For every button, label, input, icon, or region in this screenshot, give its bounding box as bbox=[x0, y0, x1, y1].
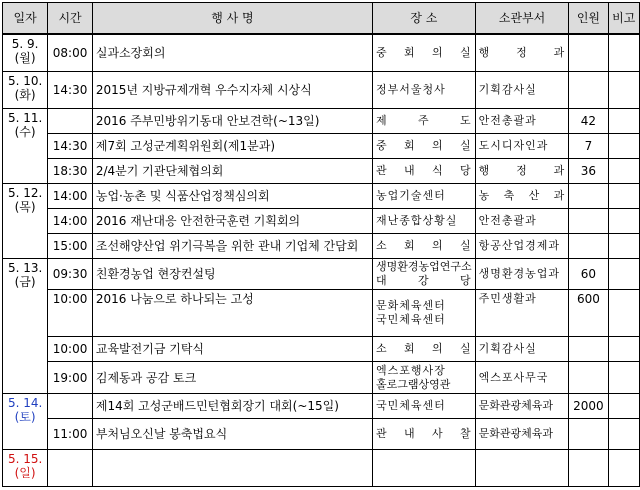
event-name-cell bbox=[92, 450, 372, 487]
count-cell bbox=[569, 234, 608, 259]
place-cell: 농업기술센터 bbox=[373, 184, 476, 209]
event-name-cell: 제7회 고성군계획위원회(제1분과) bbox=[92, 134, 372, 159]
place-cell: 정부서울청사 bbox=[373, 72, 476, 109]
note-cell bbox=[608, 419, 639, 450]
dept-cell: 주민생활과 bbox=[475, 290, 569, 337]
table-row bbox=[3, 109, 640, 134]
time-cell bbox=[48, 394, 93, 419]
weekday-text: (일) bbox=[14, 466, 36, 480]
event-name-cell: 부처님오신날 봉축법요식 bbox=[92, 419, 372, 450]
header-count: 인원 bbox=[569, 3, 608, 35]
weekday-text: (목) bbox=[14, 200, 36, 214]
time-cell: 15:00 bbox=[48, 234, 93, 259]
date-text: 5. 10. bbox=[7, 74, 43, 88]
time-cell bbox=[48, 450, 93, 487]
weekday-text: (토) bbox=[14, 410, 36, 424]
date-cell bbox=[3, 109, 48, 184]
time-cell: 14:00 bbox=[48, 209, 93, 234]
time-cell: 11:00 bbox=[48, 419, 93, 450]
count-cell bbox=[569, 337, 608, 362]
table-row bbox=[3, 234, 640, 259]
dept-cell: 기획감사실 bbox=[475, 72, 569, 109]
table-row bbox=[3, 290, 640, 337]
note-cell bbox=[608, 72, 639, 109]
note-cell bbox=[608, 134, 639, 159]
place-cell bbox=[373, 450, 476, 487]
count-cell: 36 bbox=[569, 159, 608, 184]
date-cell bbox=[3, 72, 48, 109]
table-row bbox=[3, 362, 640, 394]
table-row bbox=[3, 72, 640, 109]
note-cell bbox=[608, 259, 639, 290]
dept-cell: 안전총괄과 bbox=[475, 209, 569, 234]
count-cell bbox=[569, 362, 608, 394]
table-row bbox=[3, 184, 640, 209]
dept-cell: 안전총괄과 bbox=[475, 109, 569, 134]
event-name-cell: 2015년 지방규제개혁 우수지자체 시상식 bbox=[92, 72, 372, 109]
event-name-cell: 김제동과 공감 토크 bbox=[92, 362, 372, 394]
dept-cell: 행 정 과 bbox=[475, 159, 569, 184]
dept-cell bbox=[475, 450, 569, 487]
dept-cell: 문화관광체육과 bbox=[475, 419, 569, 450]
event-name-cell: 제14회 고성군배드민턴협회장기 대회(~15일) bbox=[92, 394, 372, 419]
header-row bbox=[3, 3, 640, 35]
table-row bbox=[3, 209, 640, 234]
table-row bbox=[3, 337, 640, 362]
count-cell bbox=[569, 209, 608, 234]
time-cell: 10:00 bbox=[48, 337, 93, 362]
dept-cell: 행 정 과 bbox=[475, 34, 569, 72]
place-cell bbox=[373, 362, 476, 394]
schedule-table bbox=[2, 2, 640, 487]
weekday-text: (화) bbox=[14, 88, 36, 102]
note-cell bbox=[608, 394, 639, 419]
place-cell: 관 내 사 찰 bbox=[373, 419, 476, 450]
date-text: 5. 13. bbox=[7, 261, 43, 275]
date-cell bbox=[3, 259, 48, 394]
table-row bbox=[3, 134, 640, 159]
note-cell bbox=[608, 337, 639, 362]
date-cell bbox=[3, 34, 48, 72]
note-cell bbox=[608, 34, 639, 72]
time-cell: 14:30 bbox=[48, 72, 93, 109]
place-cell: 재난종합상황실 bbox=[373, 209, 476, 234]
time-cell: 19:00 bbox=[48, 362, 93, 394]
dept-cell: 도시디자인과 bbox=[475, 134, 569, 159]
event-name-cell: 2/4분기 기관단체협의회 bbox=[92, 159, 372, 184]
event-name-cell: 친환경농업 현장컨설팅 bbox=[92, 259, 372, 290]
table-row bbox=[3, 450, 640, 487]
time-cell: 18:30 bbox=[48, 159, 93, 184]
place-line: 국민체육센터 bbox=[376, 313, 446, 326]
date-text: 5. 9. bbox=[11, 37, 39, 51]
table-row bbox=[3, 34, 640, 72]
time-cell bbox=[48, 109, 93, 134]
place-line: 대 강 당 bbox=[376, 274, 472, 287]
weekday-text: (금) bbox=[14, 275, 36, 289]
place-cell bbox=[373, 290, 476, 337]
dept-cell: 기획감사실 bbox=[475, 337, 569, 362]
date-cell bbox=[3, 394, 48, 450]
place-cell: 중 회 의 실 bbox=[373, 34, 476, 72]
time-cell: 09:30 bbox=[48, 259, 93, 290]
count-cell: 42 bbox=[569, 109, 608, 134]
table-row bbox=[3, 159, 640, 184]
date-text: 5. 14. bbox=[7, 396, 43, 410]
dept-cell: 생명환경농업과 bbox=[475, 259, 569, 290]
dept-cell: 항공산업경제과 bbox=[475, 234, 569, 259]
note-cell bbox=[608, 159, 639, 184]
place-cell: 소 회 의 실 bbox=[373, 234, 476, 259]
header-event: 행 사 명 bbox=[92, 3, 372, 35]
place-line: 문화체육센터 bbox=[376, 299, 446, 312]
dept-cell: 농 축 산 과 bbox=[475, 184, 569, 209]
count-cell: 7 bbox=[569, 134, 608, 159]
event-name-cell: 농업·농촌 및 식품산업정책심의회 bbox=[92, 184, 372, 209]
event-name-cell: 2016 나눔으로 하나되는 고성 bbox=[92, 290, 372, 337]
weekday-text: (월) bbox=[14, 51, 36, 65]
header-date: 일자 bbox=[3, 3, 48, 35]
count-cell bbox=[569, 34, 608, 72]
count-cell bbox=[569, 419, 608, 450]
place-cell: 관 내 식 당 bbox=[373, 159, 476, 184]
count-cell bbox=[569, 72, 608, 109]
event-name-cell: 교육발전기금 기탁식 bbox=[92, 337, 372, 362]
note-cell bbox=[608, 209, 639, 234]
header-dept: 소관부서 bbox=[475, 3, 569, 35]
event-name-cell: 2016 주부민방위기동대 안보견학(~13일) bbox=[92, 109, 372, 134]
place-line: 홀로그램상영관 bbox=[376, 377, 451, 391]
count-cell bbox=[569, 450, 608, 487]
count-cell: 2000 bbox=[569, 394, 608, 419]
date-text: 5. 15. bbox=[7, 452, 43, 466]
date-text: 5. 12. bbox=[7, 186, 43, 200]
place-line: 생명환경농업연구소 bbox=[376, 260, 472, 273]
place-cell: 제 주 도 bbox=[373, 109, 476, 134]
time-cell: 10:00 bbox=[48, 290, 93, 337]
place-cell: 국민체육센터 bbox=[373, 394, 476, 419]
weekday-text: (수) bbox=[14, 125, 36, 139]
event-name-cell: 실과소장회의 bbox=[92, 34, 372, 72]
header-time: 시간 bbox=[48, 3, 93, 35]
count-cell: 60 bbox=[569, 259, 608, 290]
time-cell: 08:00 bbox=[48, 34, 93, 72]
time-cell: 14:30 bbox=[48, 134, 93, 159]
place-cell: 소 회 의 실 bbox=[373, 337, 476, 362]
header-place: 장 소 bbox=[373, 3, 476, 35]
date-cell bbox=[3, 184, 48, 259]
table-row bbox=[3, 259, 640, 290]
note-cell bbox=[608, 290, 639, 337]
time-cell: 14:00 bbox=[48, 184, 93, 209]
count-cell: 600 bbox=[569, 290, 608, 337]
event-name-cell: 조선해양산업 위기극복을 위한 관내 기업체 간담회 bbox=[92, 234, 372, 259]
note-cell bbox=[608, 450, 639, 487]
note-cell bbox=[608, 362, 639, 394]
table-row bbox=[3, 394, 640, 419]
place-cell bbox=[373, 259, 476, 290]
date-cell bbox=[3, 450, 48, 487]
place-line: 엑스포행사장 bbox=[376, 363, 446, 377]
header-note: 비고 bbox=[608, 3, 639, 35]
dept-cell: 문화관광체육과 bbox=[475, 394, 569, 419]
note-cell bbox=[608, 184, 639, 209]
dept-cell: 엑스포사무국 bbox=[475, 362, 569, 394]
note-cell bbox=[608, 234, 639, 259]
place-cell: 중 회 의 실 bbox=[373, 134, 476, 159]
table-row bbox=[3, 419, 640, 450]
event-name-cell: 2016 재난대응 안전한국훈련 기획회의 bbox=[92, 209, 372, 234]
count-cell bbox=[569, 184, 608, 209]
date-text: 5. 11. bbox=[7, 111, 43, 125]
note-cell bbox=[608, 109, 639, 134]
